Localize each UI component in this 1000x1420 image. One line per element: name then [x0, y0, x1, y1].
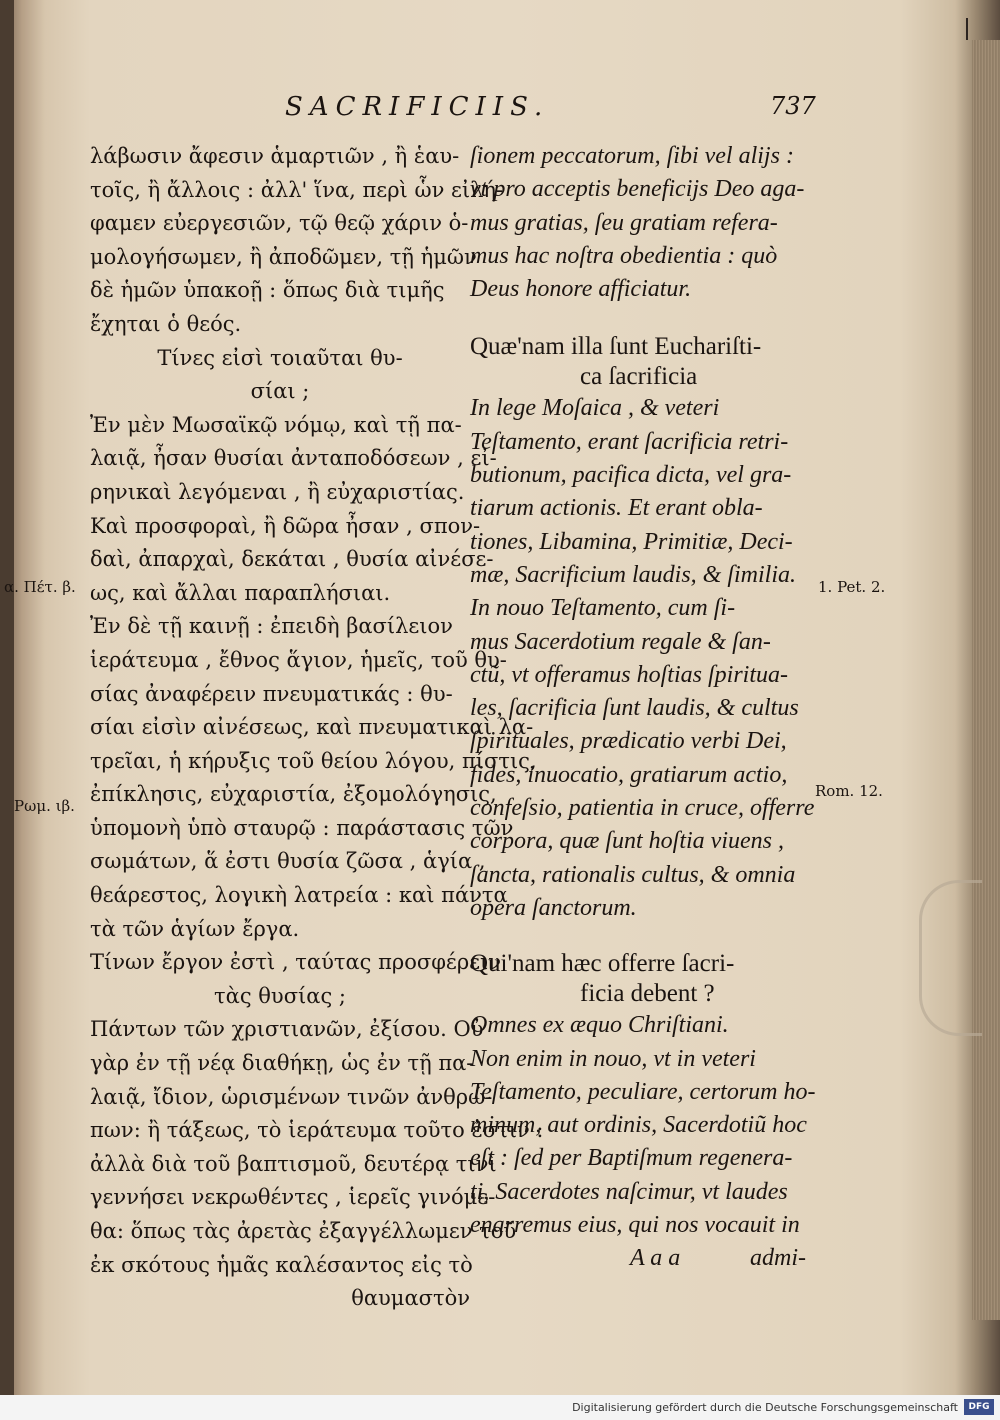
text-line: Deus honore afficiatur.: [470, 276, 692, 303]
text-line: σίαι εἰσὶν αἰνέσεως, καὶ πνευματικαὶ λα-: [90, 715, 534, 740]
greek-column: [90, 140, 544, 1316]
text-line: corpora, quæ ſunt hoſtia viuens ,: [470, 828, 784, 855]
text-line: Quæ'nam illa ſunt Euchariſti-: [470, 333, 762, 361]
text-line: Teſtamento, erant ſacrificia retri-: [470, 428, 789, 455]
text-line: ſancta, rationalis cultus, & omnia: [470, 861, 796, 888]
text-line: enarremus eius, qui nos vocauit in: [470, 1212, 800, 1239]
latin-answer-1: [470, 392, 815, 925]
text-line: mus hac noſtra obedientia : quò: [470, 242, 778, 269]
text-line: ſionem peccatorum, ſibi vel aliјs :: [470, 143, 794, 169]
text-line: Καὶ προσφοραὶ, ἢ δῶρα ἦσαν , σπον-: [90, 513, 481, 538]
text-line: ti, Sacerdotes naſcimur, vt laudes: [470, 1178, 788, 1205]
text-line: eſt : ſed per Baptiſmum regenera-: [470, 1145, 793, 1172]
text-line: σίαι ;: [250, 379, 310, 404]
text-line: πων: ἢ τάξεως, τὸ ἱεράτευμα τοῦτο ἐστιν :: [90, 1118, 544, 1143]
text-line: ἔχηται ὁ θεός.: [90, 311, 242, 336]
catchword: admi-: [750, 1245, 806, 1272]
text-line: minum, aut ordinis, Sacerdotiũ hoc: [470, 1112, 807, 1139]
footer-credit: Digitalisierung gefördert durch die Deutsche Forschungsgemeinschaft: [572, 1401, 958, 1414]
footer-bar: [0, 1395, 1000, 1420]
text-line: θα: ὅπως τὰς ἀρετὰς ἐξαγγέλλωμεν τοῦ: [90, 1219, 517, 1243]
text-line: vt pro acceptis beneficijs Deo aga-: [470, 176, 805, 203]
book-spine: [0, 0, 14, 1395]
margin-note-latin-1: 1. Pet. 2.: [818, 578, 886, 596]
scan-mark: [966, 18, 968, 40]
text-line: δὲ ἡμῶν ὑπακοῇ : ὅπως διὰ τιμῆς: [90, 278, 445, 303]
catchword-line: [470, 1242, 815, 1275]
text-line: ca ſacrificia: [580, 363, 698, 391]
text-line: Τίνες εἰσὶ τοιαῦται θυ-: [157, 345, 403, 370]
text-line: Πάντων τῶν χριστιανῶν, ἐξίσου. Οὐ: [90, 1017, 484, 1042]
text-line: ως, καὶ ἄλλαι παραπλήσιαι.: [90, 580, 391, 605]
text-line: tiones, Libamina, Primitiæ, Deci-: [470, 528, 793, 555]
text-line: ὑπομονὴ ὑπὸ σταυρῷ : παράστασις τῶν: [90, 815, 514, 840]
text-line: τοῖς, ἢ ἄλλοις : ἀλλ' ἵνα, περὶ ὧν εἰλή-: [90, 177, 504, 202]
text-line: γὰρ ἐν τῇ νέᾳ διαθήκῃ, ὡς ἐν τῇ πα-: [90, 1051, 474, 1076]
text-line: τρεῖαι, ἡ κήρυξις τοῦ θείου λόγου, πίστις,: [90, 748, 537, 773]
text-line: σωμάτων, ἅ ἐστι θυσία ζῶσα , ἁγία ,: [90, 849, 486, 874]
text-line: In lege Moſaica , & veteri: [470, 395, 720, 422]
greek-intro: [90, 140, 504, 342]
text-line: σίας ἀναφέρειν πνευματικάς : θυ-: [90, 681, 453, 706]
text-line: λάβωσιν ἄφεσιν ἁμαρτιῶν , ἢ ἑαυ-: [90, 144, 460, 168]
margin-note-greek-2: Ρωμ. ιβ.: [14, 797, 75, 815]
margin-note-latin-2: Rom. 12.: [815, 782, 883, 800]
greek-question-1: [90, 342, 470, 409]
text-line: mus gratias, ſeu gratiam refera-: [470, 209, 778, 236]
text-line: τὰ τῶν ἁγίων ἔργα.: [90, 916, 300, 941]
text-line: butionum, pacifica dicta, vel gra-: [470, 462, 792, 489]
text-line: ἐπίκλησις, εὐχαριστία, ἐξομολόγησις,: [90, 782, 497, 807]
text-line: ρηνικαὶ λεγόμεναι , ἢ εὐχαριστίας.: [90, 479, 465, 504]
text-line: Τίνων ἔργον ἐστὶ , ταύτας προσφέρειν: [90, 950, 502, 975]
page-edges: [972, 40, 1000, 1320]
text-line: mæ, Sacrificium laudis, & ſimilia.: [470, 561, 797, 588]
text-line: opera ſanctorum.: [470, 894, 637, 921]
text-line: les, ſacrificia ſunt laudis, & cultus: [470, 695, 799, 722]
latin-intro: [470, 140, 815, 306]
latin-question-2: [470, 949, 815, 1009]
text-line: Qui'nam hæc offerre ſacri-: [470, 950, 735, 978]
running-title: SACRIFICIIS.: [285, 92, 550, 122]
text-line: ἐκ σκότους ἡμᾶς καλέσαντος εἰς τὸ: [90, 1252, 473, 1277]
text-line: Omnes ex æquo Chriſtiani.: [470, 1012, 729, 1039]
text-line: ἀλλὰ διὰ τοῦ βαπτισμοῦ, δευτέρᾳ τινὶ: [90, 1151, 497, 1176]
text-line: Non enim in nouo, vt in veteri: [470, 1045, 756, 1072]
text-line: θεάρεστος, λογικὴ λατρεία : καὶ πάντα: [90, 883, 508, 908]
margin-note-greek-1: α. Πέτ. β.: [4, 578, 76, 596]
text-line: ἱεράτευμα , ἔθνος ἅγιον, ἡμεῖς, τοῦ θυ-: [90, 647, 507, 672]
text-line: φαμεν εὐεργεσιῶν, τῷ θεῷ χάριν ὁ-: [90, 211, 469, 236]
text-line: ctũ, vt offeramus hoſtias ſpiritua-: [470, 661, 788, 688]
text-line: γεννήσει νεκρωθέντες , ἱερεῖς γινόμε-: [90, 1185, 496, 1210]
text-line: θαυμαστὸν: [351, 1286, 470, 1311]
text-line: mus Sacerdotium regale & ſan-: [470, 628, 771, 655]
latin-column: [470, 140, 815, 1275]
greek-answer-2: [90, 1013, 544, 1315]
text-line: ſpirituales, prædicatio verbi Dei,: [470, 728, 787, 755]
text-line: μολογήσωμεν, ἢ ἀποδῶμεν, τῇ ἡμῶν: [90, 244, 477, 269]
latin-question-1: [470, 332, 815, 392]
text-line: confeſsio, patientia in cruce, offerre: [470, 795, 815, 822]
text-line: δαὶ, ἀπαρχαὶ, δεκάται , θυσία αἰνέσε-: [90, 547, 494, 572]
text-line: τὰς θυσίας ;: [214, 983, 346, 1008]
page-number: 737: [770, 92, 816, 120]
page-clip: [919, 880, 982, 1036]
text-line: Ἐν μὲν Μωσαϊκῷ νόμῳ, καὶ τῇ πα-: [90, 412, 462, 437]
greek-answer-1: [90, 409, 537, 947]
text-line: λαιᾷ, ἴδιον, ὡρισμένων τινῶν ἀνθρώ-: [90, 1084, 493, 1109]
latin-answer-2: [470, 1009, 815, 1242]
text-line: λαιᾷ, ἦσαν θυσίαι ἀνταποδόσεων , εἰ-: [90, 446, 497, 471]
signature-mark: A a a: [630, 1245, 681, 1272]
text-line: In nouo Teſtamento, cum ſi-: [470, 595, 736, 622]
text-line: fides, inuocatio, gratiarum actio,: [470, 761, 788, 788]
text-line: ficia debent ?: [580, 980, 715, 1008]
greek-question-2: [90, 946, 502, 1013]
text-line: Teſtamento, peculiare, certorum ho-: [470, 1078, 816, 1105]
text-line: tiarum actionis. Et erant obla-: [470, 495, 763, 522]
dfg-logo: DFG: [964, 1399, 994, 1415]
text-line: Ἐν δὲ τῇ καινῇ : ἐπειδὴ βασίλειον: [90, 614, 453, 639]
